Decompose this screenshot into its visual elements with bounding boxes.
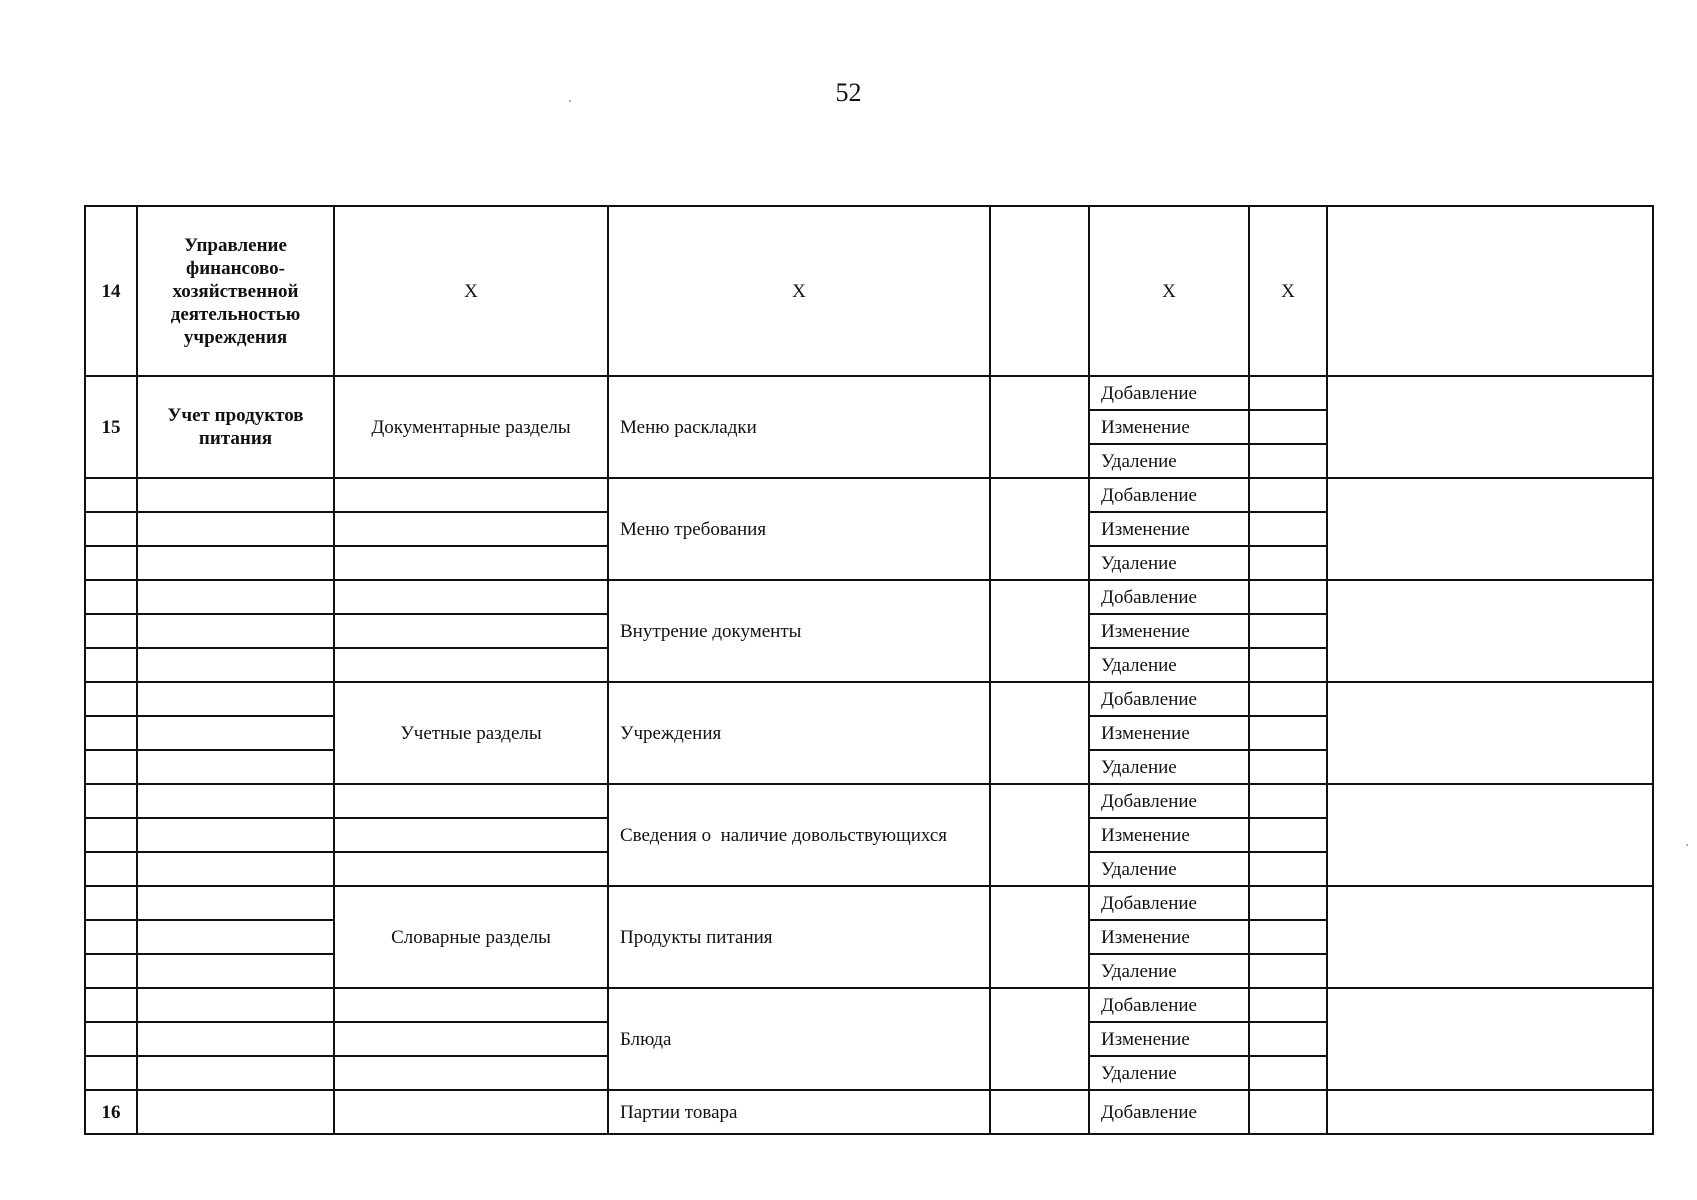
mark-cell bbox=[1249, 886, 1327, 920]
empty-cell bbox=[137, 750, 334, 784]
section-cell: Х bbox=[334, 206, 608, 376]
object-cell: Партии товара bbox=[608, 1090, 990, 1134]
empty-cell bbox=[990, 988, 1089, 1090]
scan-speck bbox=[569, 100, 571, 102]
note-cell bbox=[1327, 376, 1653, 478]
note-cell bbox=[1327, 784, 1653, 886]
mark-cell bbox=[1249, 818, 1327, 852]
row-number: 16 bbox=[85, 1090, 137, 1134]
empty-cell bbox=[137, 1022, 334, 1056]
mark-cell bbox=[1249, 1090, 1327, 1134]
empty-cell bbox=[137, 886, 334, 920]
empty-cell bbox=[334, 512, 608, 546]
mark-cell bbox=[1249, 750, 1327, 784]
table-row bbox=[85, 784, 1653, 818]
table-row bbox=[85, 580, 1653, 614]
operation-edit: Изменение bbox=[1089, 1022, 1249, 1056]
empty-cell bbox=[85, 682, 137, 716]
empty-cell bbox=[990, 580, 1089, 682]
object-cell: Продукты питания bbox=[608, 886, 990, 988]
empty-cell bbox=[137, 512, 334, 546]
operation-edit: Изменение bbox=[1089, 920, 1249, 954]
row-number: 14 bbox=[85, 206, 137, 376]
empty-cell bbox=[137, 954, 334, 988]
object-cell: Внутрение документы bbox=[608, 580, 990, 682]
empty-cell bbox=[85, 920, 137, 954]
mark-cell bbox=[1249, 580, 1327, 614]
note-cell bbox=[1327, 580, 1653, 682]
note-cell bbox=[1327, 886, 1653, 988]
empty-cell bbox=[85, 886, 137, 920]
row-number: 15 bbox=[85, 376, 137, 478]
object-cell: Сведения о наличие довольствующихся bbox=[608, 784, 990, 886]
operation-add: Добавление bbox=[1089, 478, 1249, 512]
empty-cell bbox=[85, 852, 137, 886]
empty-cell bbox=[85, 954, 137, 988]
mark-cell bbox=[1249, 546, 1327, 580]
table-row bbox=[85, 886, 1653, 920]
mark-cell bbox=[1249, 852, 1327, 886]
empty-cell bbox=[137, 920, 334, 954]
empty-cell bbox=[334, 784, 608, 818]
operation-delete: Удаление bbox=[1089, 1056, 1249, 1090]
operation-edit: Изменение bbox=[1089, 716, 1249, 750]
empty-cell bbox=[990, 886, 1089, 988]
empty-cell bbox=[334, 546, 608, 580]
operation-delete: Удаление bbox=[1089, 750, 1249, 784]
empty-cell bbox=[137, 852, 334, 886]
object-cell: Учреждения bbox=[608, 682, 990, 784]
empty-cell bbox=[137, 988, 334, 1022]
operation-delete: Удаление bbox=[1089, 444, 1249, 478]
empty-cell bbox=[85, 750, 137, 784]
operation-add: Добавление bbox=[1089, 682, 1249, 716]
mark-cell bbox=[1249, 444, 1327, 478]
mark-cell bbox=[1249, 784, 1327, 818]
mark-cell bbox=[1249, 954, 1327, 988]
empty-cell bbox=[85, 580, 137, 614]
mark-cell bbox=[1249, 614, 1327, 648]
empty-cell bbox=[137, 682, 334, 716]
empty-cell bbox=[990, 376, 1089, 478]
table-row bbox=[85, 988, 1653, 1022]
operation-delete: Удаление bbox=[1089, 546, 1249, 580]
empty-cell bbox=[85, 546, 137, 580]
empty-cell bbox=[85, 1056, 137, 1090]
operation-add: Добавление bbox=[1089, 376, 1249, 410]
mark-cell bbox=[1249, 682, 1327, 716]
empty-cell bbox=[137, 614, 334, 648]
mark-cell bbox=[1249, 410, 1327, 444]
operation-edit: Изменение bbox=[1089, 614, 1249, 648]
empty-cell bbox=[990, 206, 1089, 376]
operation-delete: Удаление bbox=[1089, 954, 1249, 988]
empty-cell bbox=[137, 818, 334, 852]
table-row bbox=[85, 1090, 1653, 1134]
operation-edit: Изменение bbox=[1089, 818, 1249, 852]
subsystem-name: Учет продуктов питания bbox=[137, 376, 334, 478]
mark-cell bbox=[1249, 376, 1327, 410]
table-row bbox=[85, 682, 1653, 716]
mark-cell bbox=[1249, 920, 1327, 954]
operation-cell: Х bbox=[1089, 206, 1249, 376]
note-cell bbox=[1327, 1090, 1653, 1134]
empty-cell bbox=[334, 648, 608, 682]
note-cell bbox=[1327, 206, 1653, 376]
empty-cell bbox=[137, 1090, 334, 1134]
mark-cell bbox=[1249, 988, 1327, 1022]
section-cell: Учетные разделы bbox=[334, 682, 608, 784]
object-cell: Меню требования bbox=[608, 478, 990, 580]
operation-edit: Изменение bbox=[1089, 512, 1249, 546]
page-number: 52 bbox=[835, 78, 862, 107]
table-row bbox=[85, 206, 1653, 376]
empty-cell bbox=[85, 648, 137, 682]
access-rights-table bbox=[84, 205, 1654, 1135]
empty-cell bbox=[85, 512, 137, 546]
table-row bbox=[85, 478, 1653, 512]
empty-cell bbox=[85, 478, 137, 512]
empty-cell bbox=[990, 784, 1089, 886]
note-cell bbox=[1327, 478, 1653, 580]
empty-cell bbox=[137, 1056, 334, 1090]
mark-cell bbox=[1249, 648, 1327, 682]
empty-cell bbox=[334, 478, 608, 512]
operation-edit: Изменение bbox=[1089, 410, 1249, 444]
empty-cell bbox=[334, 614, 608, 648]
empty-cell bbox=[990, 478, 1089, 580]
empty-cell bbox=[85, 988, 137, 1022]
object-cell: Меню раскладки bbox=[608, 376, 990, 478]
object-cell: Х bbox=[608, 206, 990, 376]
operation-add: Добавление bbox=[1089, 886, 1249, 920]
empty-cell bbox=[137, 716, 334, 750]
empty-cell bbox=[334, 1056, 608, 1090]
section-cell: Словарные разделы bbox=[334, 886, 608, 988]
empty-cell bbox=[137, 648, 334, 682]
operation-add: Добавление bbox=[1089, 988, 1249, 1022]
operation-delete: Удаление bbox=[1089, 852, 1249, 886]
scan-speck bbox=[1686, 844, 1688, 846]
empty-cell bbox=[85, 784, 137, 818]
empty-cell bbox=[85, 716, 137, 750]
empty-cell bbox=[990, 1090, 1089, 1134]
empty-cell bbox=[85, 818, 137, 852]
mark-cell bbox=[1249, 478, 1327, 512]
table-row bbox=[85, 376, 1653, 410]
empty-cell bbox=[334, 580, 608, 614]
mark-cell bbox=[1249, 716, 1327, 750]
note-cell bbox=[1327, 682, 1653, 784]
operation-delete: Удаление bbox=[1089, 648, 1249, 682]
empty-cell bbox=[334, 818, 608, 852]
subsystem-name: Управление финансово-хозяйственной деятельностью учреждения bbox=[137, 206, 334, 376]
section-cell: Документарные разделы bbox=[334, 376, 608, 478]
empty-cell bbox=[85, 614, 137, 648]
object-cell: Блюда bbox=[608, 988, 990, 1090]
operation-add: Добавление bbox=[1089, 1090, 1249, 1134]
mark-cell: Х bbox=[1249, 206, 1327, 376]
mark-cell bbox=[1249, 1022, 1327, 1056]
empty-cell bbox=[990, 682, 1089, 784]
note-cell bbox=[1327, 988, 1653, 1090]
empty-cell bbox=[334, 988, 608, 1022]
mark-cell bbox=[1249, 512, 1327, 546]
empty-cell bbox=[334, 1022, 608, 1056]
empty-cell bbox=[137, 784, 334, 818]
operation-add: Добавление bbox=[1089, 784, 1249, 818]
empty-cell bbox=[85, 1022, 137, 1056]
empty-cell bbox=[137, 580, 334, 614]
mark-cell bbox=[1249, 1056, 1327, 1090]
operation-add: Добавление bbox=[1089, 580, 1249, 614]
empty-cell bbox=[137, 478, 334, 512]
empty-cell bbox=[137, 546, 334, 580]
empty-cell bbox=[334, 1090, 608, 1134]
empty-cell bbox=[334, 852, 608, 886]
